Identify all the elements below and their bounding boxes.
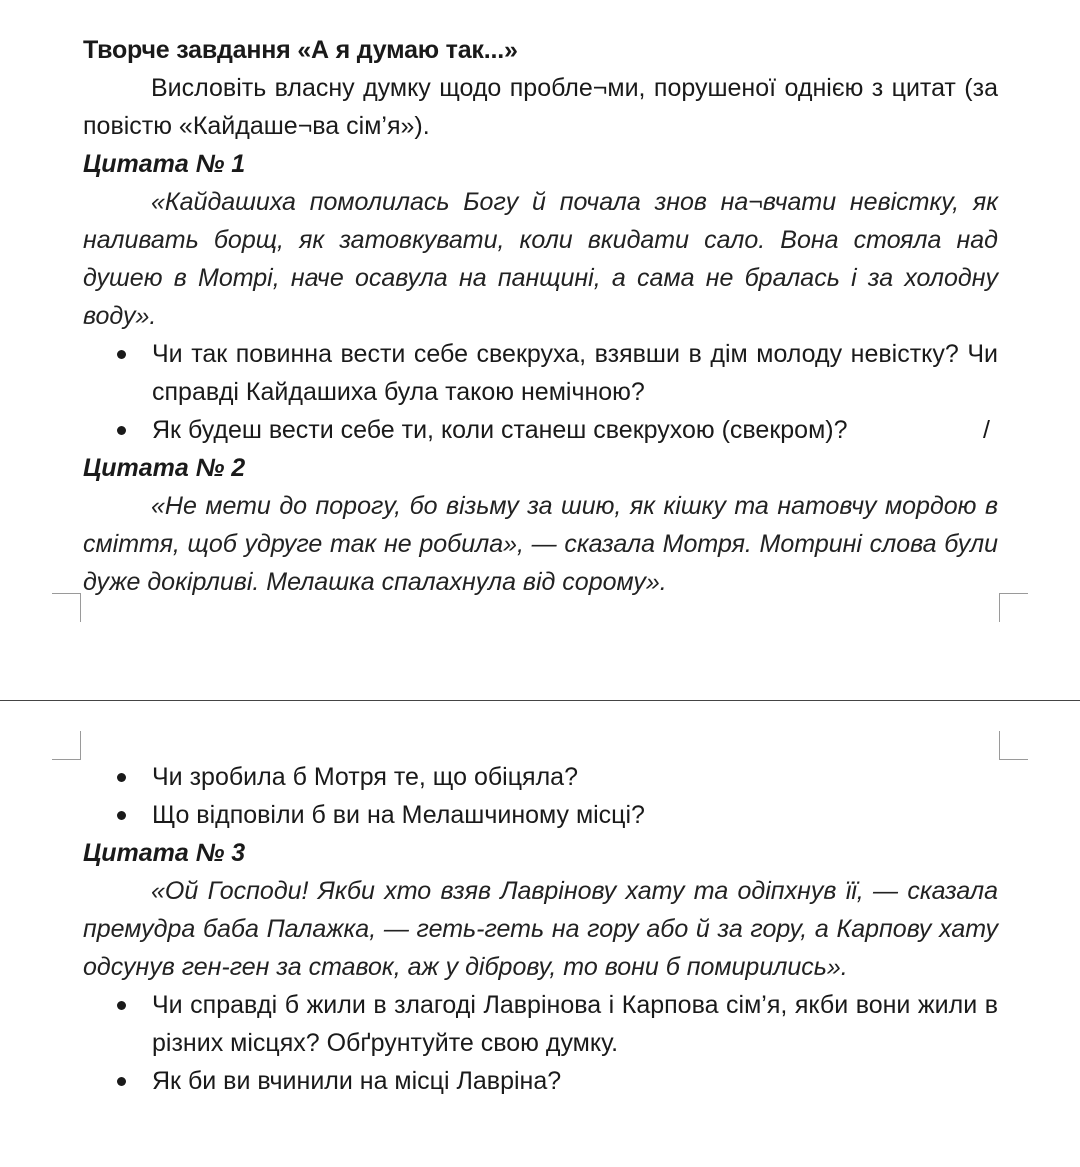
- bullet-icon: [117, 811, 126, 820]
- question-text: Чи зробила б Мотря те, що обіцяла?: [152, 763, 578, 791]
- stray-mark: /: [983, 416, 990, 444]
- list-item: [83, 1062, 998, 1100]
- assignment-title: Творче завдання «А я думаю так...»: [83, 36, 518, 64]
- page-corner-mark: [52, 593, 81, 622]
- question-text: Як би ви вчинили на місці Лавріна?: [152, 1067, 562, 1095]
- question-text: Чи справді б жили в злагоді Лаврінова і Карпова сім’я, якби вони жили в різних місцях? Обґрунтуйте свою думку.: [152, 991, 998, 1057]
- list-item: [83, 796, 998, 834]
- quote-1-text: «Кайдашиха помолилась Богу й почала знов на¬вчати невістку, як наливать борщ, як затовкувати, коли вкидати сало. Вона стояла над душею в Мотрі, наче осавула на панщині, а сама не бралась і за холодну воду».: [83, 188, 998, 330]
- list-item: [83, 758, 998, 796]
- question-text: Що відповіли б ви на Мелашчиному місці?: [152, 801, 645, 829]
- page-2-content: [83, 758, 998, 1100]
- page-1-content: [83, 31, 998, 601]
- quote-2-text: «Не мети до порогу, бо візьму за шию, як кішку та натовчу мордою в сміття, щоб удруге так не робила», — сказала Мотря. Мотрині слова були дуже докірливі. Мелашка спалахнула від сорому».: [83, 492, 998, 596]
- document-page-2: [0, 704, 1080, 1167]
- bullet-icon: [117, 1001, 126, 1010]
- list-item: [83, 411, 998, 449]
- quote-2-heading: Цитата № 2: [83, 454, 246, 482]
- quote-1-heading: Цитата № 1: [83, 150, 246, 178]
- bullet-icon: [117, 773, 126, 782]
- quote-3-questions: [83, 986, 998, 1100]
- question-text: Як будеш вести себе ти, коли станеш свекрухою (свекром)?: [152, 416, 848, 444]
- bullet-icon: [117, 350, 126, 359]
- quote-1-questions: [83, 335, 998, 449]
- question-text: Чи так повинна вести себе свекруха, взявши в дім молоду невістку? Чи справді Кайдашиха була такою немічною?: [152, 340, 998, 406]
- list-item: [83, 986, 998, 1062]
- assignment-instructions: Висловіть власну думку щодо пробле¬ми, порушеної однією з цитат (за повістю «Кайдаше¬ва сім’я»).: [83, 74, 998, 140]
- quote-3-heading: Цитата № 3: [83, 839, 246, 867]
- bullet-icon: [117, 1077, 126, 1086]
- page-corner-mark: [999, 593, 1028, 622]
- list-item: [83, 335, 998, 411]
- bullet-icon: [117, 426, 126, 435]
- quote-3-text: «Ой Господи! Якби хто взяв Лаврінову хату та одіпхнув її, — сказала премудра баба Палажка, — геть-геть на гору або й за гору, а Карпову хату одсунув ген-ген за ставок, аж у діброву, то вони б помирились».: [83, 877, 998, 981]
- quote-2-questions: [83, 758, 998, 834]
